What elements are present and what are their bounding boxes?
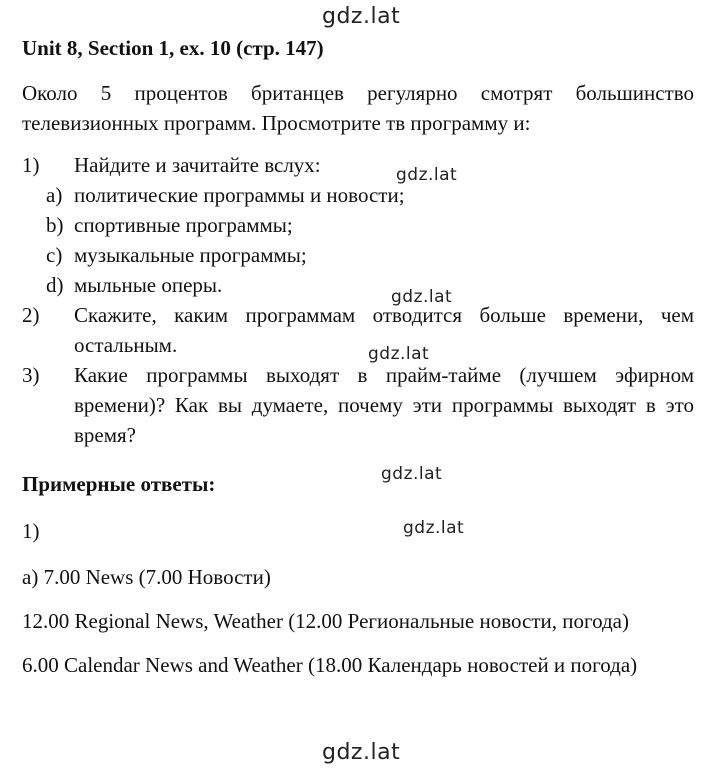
task-item	[22, 150, 694, 180]
answer-line: 1)	[22, 519, 40, 543]
answer-line: a) 7.00 News (7.00 Новости)	[22, 565, 271, 589]
task-item	[22, 300, 694, 360]
task-text: музыкальные программы;	[74, 243, 307, 267]
answer-line: 6.00 Calendar News and Weather (18.00 Календарь новостей и погода)	[22, 653, 638, 677]
watermark-inline: gdz.lat	[403, 518, 465, 538]
task-list	[22, 150, 694, 450]
answer-line: 12.00 Regional News, Weather (12.00 Региональные новости, погода)	[22, 609, 629, 633]
task-text: политические программы и новости;	[74, 183, 405, 207]
watermark-inline: gdz.lat	[381, 464, 443, 484]
watermark-top: gdz.lat	[322, 4, 401, 29]
task-marker: 3)	[22, 363, 40, 387]
task-marker: c)	[46, 243, 63, 267]
task-subitem	[22, 180, 694, 210]
watermark-inline: gdz.lat	[391, 287, 453, 307]
watermark-bottom: gdz.lat	[322, 740, 401, 765]
task-item	[22, 360, 694, 450]
task-marker: a)	[46, 183, 63, 207]
task-subitem	[22, 270, 694, 300]
task-text: Какие программы выходят в прайм-тайме (лучшем эфирном времени)? Как вы думаете, почему эти программы выходят в это время?	[74, 363, 694, 447]
task-marker: 1)	[22, 153, 40, 177]
task-text: спортивные программы;	[74, 213, 293, 237]
exercise-title: Unit 8, Section 1, ex. 10 (стр. 147)	[22, 36, 324, 60]
task-marker: 2)	[22, 303, 40, 327]
task-text: Найдите и зачитайте вслух:	[74, 153, 321, 177]
task-subitem	[22, 210, 694, 240]
task-text: мыльные оперы.	[74, 273, 223, 297]
task-marker: d)	[46, 273, 64, 297]
watermark-inline: gdz.lat	[396, 165, 458, 185]
intro-paragraph: Около 5 процентов британцев регулярно смотрят большинство телевизионных программ. Просмотрите тв программу и:	[22, 81, 694, 135]
task-marker: b)	[46, 213, 64, 237]
task-text: Скажите, каким программам отводится больше времени, чем остальным.	[74, 303, 694, 357]
watermark-inline: gdz.lat	[368, 344, 430, 364]
answers-heading: Примерные ответы:	[22, 472, 216, 496]
task-subitem	[22, 240, 694, 270]
